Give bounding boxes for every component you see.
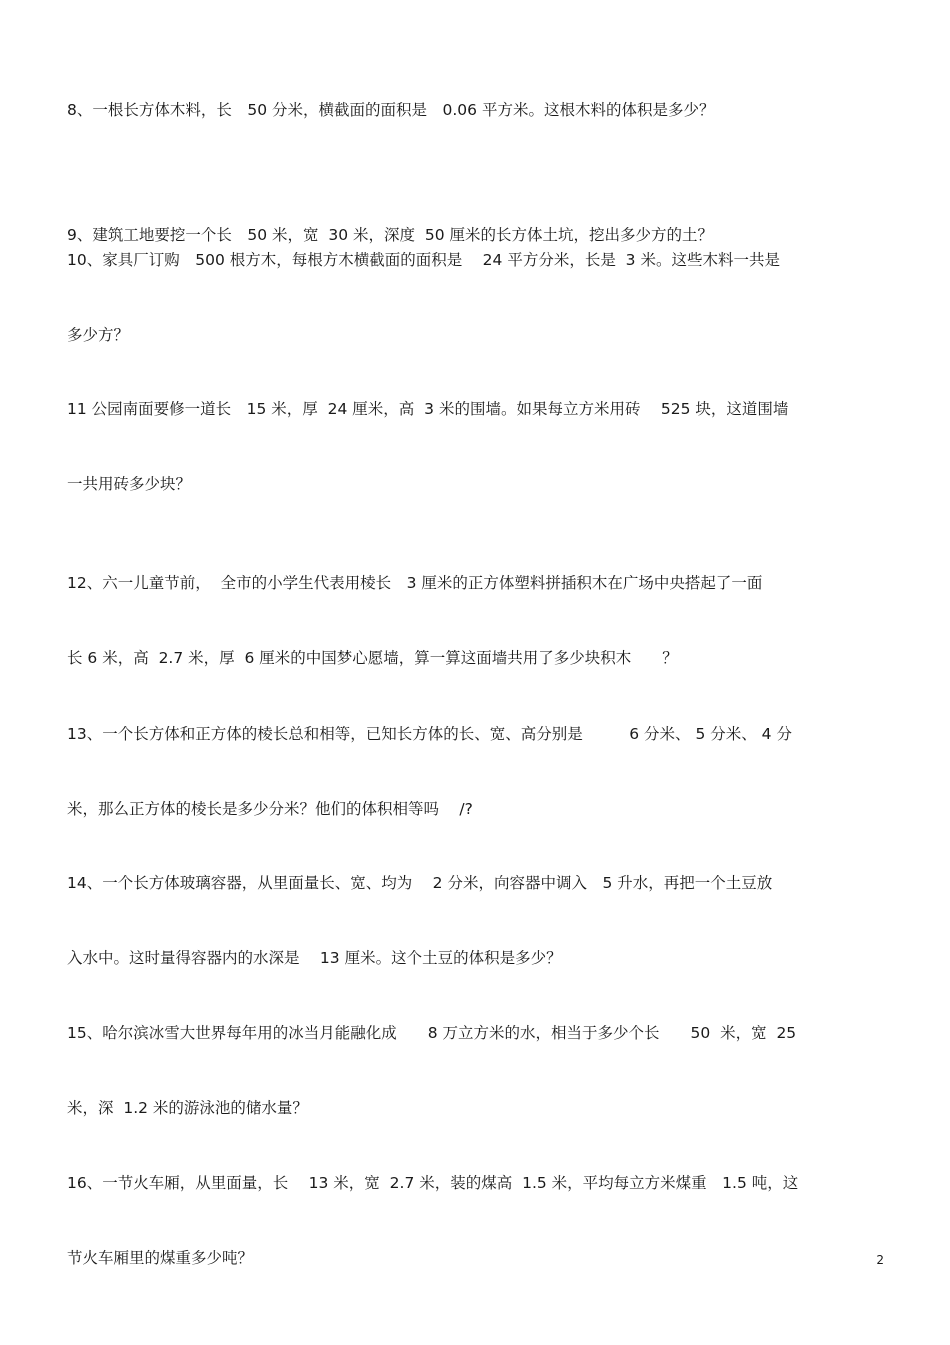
problem-16-line-1: 16、一节火车厢，从里面量，长 13 米，宽 2.7 米，装的煤高 1.5 米，平均每立方米煤重 1.5 吨，这 [67,1174,799,1192]
problem-13-line-1: 13、一个长方体和正方体的棱长总和相等，已知长方体的长、宽、高分别是 6 分米、 5 分米、 4 分 [67,725,792,743]
problem-15-line-1: 15、哈尔滨冰雪大世界每年用的冰当月能融化成 8 万立方米的水，相当于多少个长 50 米，宽 25 [67,1024,797,1042]
problem-11-line-2: 一共用砖多少块？ [67,475,192,493]
page-number: 2 [876,1253,884,1267]
problem-12-line-2: 长 6 米，高 2.7 米，厚 6 厘米的中国梦心愿墙，算一算这面墙共用了多少块积木 ？ [67,649,678,667]
problem-13-line-2: 米，那么正方体的棱长是多少分米？他们的体积相等吗 /? [67,800,473,818]
problem-8 [67,48,889,173]
problem-14-line-2: 入水中。这时量得容器内的水深是 13 厘米。这个土豆的体积是多少？ [67,949,562,967]
problem-10-line-1: 10、家具厂订购 500 根方木，每根方木横截面的面积是 24 平方分米，长是 3 米。这些木料一共是 [67,251,780,269]
problem-16 [67,1121,889,1321]
problem-10-line-2: 多少方？ [67,326,130,344]
problem-8-line-1: 8、一根长方体木料，长 50 分米，横截面的面积是 0.06 平方米。这根木料的体积是多少？ [67,101,715,119]
problem-16-line-2: 节火车厢里的煤重多少吨？ [67,1249,254,1267]
problem-12-line-1: 12、六一儿童节前， 全市的小学生代表用棱长 3 厘米的正方体塑料拼插积木在广场中央搭起了一面 [67,574,763,592]
problem-11 [67,347,889,547]
problem-9-line-1: 9、建筑工地要挖一个长 50 米，宽 30 米，深度 50 厘米的长方体土坑，挖出多少方的土？ [67,226,714,244]
problem-15-line-2: 米，深 1.2 米的游泳池的储水量？ [67,1099,308,1117]
problem-14-line-1: 14、一个长方体玻璃容器，从里面量长、宽、均为 2 分米，向容器中调入 5 升水，再把一个土豆放 [67,874,773,892]
problem-11-line-1: 11 公园南面要修一道长 15 米，厚 24 厘米，高 3 米的围墙。如果每立方米用砖 525 块，这道围墙 [67,400,789,418]
